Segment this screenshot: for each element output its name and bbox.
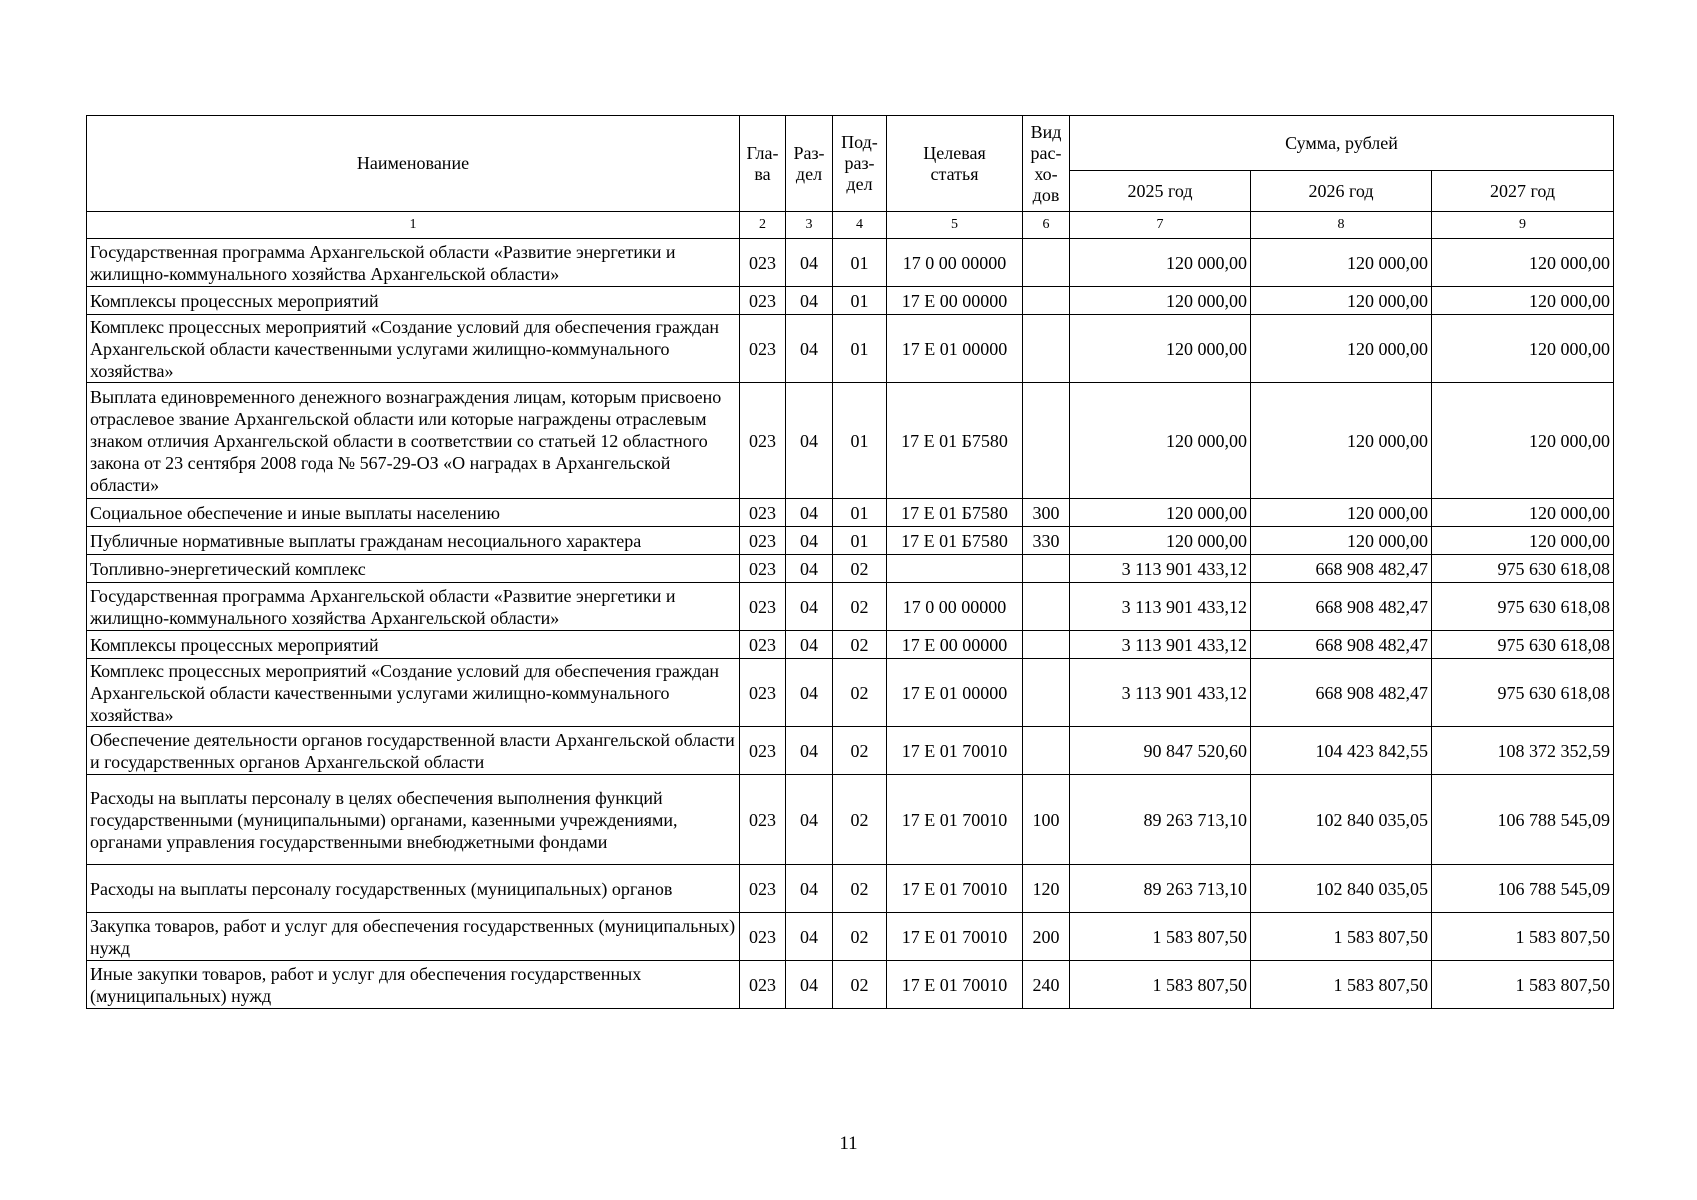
row-vid: 300 bbox=[1023, 499, 1070, 527]
row-razdel: 04 bbox=[786, 555, 833, 583]
row-razdel: 04 bbox=[786, 239, 833, 287]
col-number: 3 bbox=[786, 212, 833, 239]
row-glava: 023 bbox=[740, 727, 786, 775]
row-celevaya: 17 Е 01 00000 bbox=[887, 659, 1023, 727]
row-podrazdel: 02 bbox=[833, 555, 887, 583]
row-amount-2027: 120 000,00 bbox=[1432, 383, 1614, 499]
row-razdel: 04 bbox=[786, 775, 833, 865]
row-celevaya: 17 0 00 00000 bbox=[887, 583, 1023, 631]
table-row bbox=[87, 555, 1614, 583]
row-name: Обеспечение деятельности органов государственной власти Архангельской области и государственных органов Архангельской области bbox=[87, 727, 740, 775]
row-amount-2026: 120 000,00 bbox=[1251, 527, 1432, 555]
row-amount-2025: 120 000,00 bbox=[1070, 239, 1251, 287]
header-razdel bbox=[786, 116, 833, 212]
row-podrazdel: 01 bbox=[833, 527, 887, 555]
row-podrazdel: 02 bbox=[833, 913, 887, 961]
header-vid-text: Вид рас- хо- дов bbox=[1030, 121, 1062, 205]
row-name: Иные закупки товаров, работ и услуг для обеспечения государственных (муниципальных) нужд bbox=[87, 961, 740, 1009]
row-podrazdel: 02 bbox=[833, 583, 887, 631]
header-row bbox=[87, 116, 1614, 171]
row-podrazdel: 02 bbox=[833, 961, 887, 1009]
row-razdel: 04 bbox=[786, 659, 833, 727]
header-2027 bbox=[1432, 171, 1614, 212]
row-amount-2025: 120 000,00 bbox=[1070, 383, 1251, 499]
row-amount-2027: 120 000,00 bbox=[1432, 315, 1614, 383]
row-razdel: 04 bbox=[786, 287, 833, 315]
header-2025-text: 2025 год bbox=[1127, 180, 1193, 201]
row-amount-2026: 668 908 482,47 bbox=[1251, 555, 1432, 583]
row-razdel: 04 bbox=[786, 499, 833, 527]
row-amount-2027: 120 000,00 bbox=[1432, 239, 1614, 287]
col-number: 4 bbox=[833, 212, 887, 239]
row-glava: 023 bbox=[740, 961, 786, 1009]
row-razdel: 04 bbox=[786, 383, 833, 499]
row-razdel: 04 bbox=[786, 961, 833, 1009]
row-amount-2027: 1 583 807,50 bbox=[1432, 913, 1614, 961]
row-glava: 023 bbox=[740, 499, 786, 527]
table-row bbox=[87, 315, 1614, 383]
row-celevaya: 17 Е 01 70010 bbox=[887, 727, 1023, 775]
row-celevaya: 17 0 00 00000 bbox=[887, 239, 1023, 287]
row-amount-2027: 1 583 807,50 bbox=[1432, 961, 1614, 1009]
row-celevaya: 17 Е 01 70010 bbox=[887, 913, 1023, 961]
row-razdel: 04 bbox=[786, 727, 833, 775]
table-row bbox=[87, 775, 1614, 865]
row-name: Социальное обеспечение и иные выплаты населению bbox=[87, 499, 740, 527]
row-name: Государственная программа Архангельской области «Развитие энергетики и жилищно-коммунального хозяйства Архангельской области» bbox=[87, 583, 740, 631]
col-number: 5 bbox=[887, 212, 1023, 239]
row-glava: 023 bbox=[740, 583, 786, 631]
row-podrazdel: 02 bbox=[833, 775, 887, 865]
row-vid bbox=[1023, 727, 1070, 775]
row-vid bbox=[1023, 631, 1070, 659]
row-amount-2026: 120 000,00 bbox=[1251, 383, 1432, 499]
header-summa-text: Сумма, рублей bbox=[1285, 132, 1398, 153]
row-podrazdel: 02 bbox=[833, 631, 887, 659]
row-podrazdel: 01 bbox=[833, 287, 887, 315]
row-amount-2025: 89 263 713,10 bbox=[1070, 865, 1251, 913]
row-vid: 330 bbox=[1023, 527, 1070, 555]
header-2026-text: 2026 год bbox=[1308, 180, 1374, 201]
header-2025 bbox=[1070, 171, 1251, 212]
row-amount-2026: 668 908 482,47 bbox=[1251, 659, 1432, 727]
row-name: Комплексы процессных мероприятий bbox=[87, 287, 740, 315]
budget-table bbox=[86, 115, 1614, 1009]
row-amount-2025: 3 113 901 433,12 bbox=[1070, 583, 1251, 631]
header-name bbox=[87, 116, 740, 212]
row-name: Комплексы процессных мероприятий bbox=[87, 631, 740, 659]
col-number: 2 bbox=[740, 212, 786, 239]
row-vid bbox=[1023, 659, 1070, 727]
row-razdel: 04 bbox=[786, 865, 833, 913]
row-amount-2025: 90 847 520,60 bbox=[1070, 727, 1251, 775]
row-celevaya: 17 Е 01 Б7580 bbox=[887, 499, 1023, 527]
row-amount-2027: 120 000,00 bbox=[1432, 527, 1614, 555]
row-vid bbox=[1023, 383, 1070, 499]
row-celevaya: 17 Е 01 70010 bbox=[887, 865, 1023, 913]
table-row bbox=[87, 527, 1614, 555]
row-celevaya: 17 Е 00 00000 bbox=[887, 631, 1023, 659]
row-amount-2026: 668 908 482,47 bbox=[1251, 583, 1432, 631]
row-amount-2025: 1 583 807,50 bbox=[1070, 913, 1251, 961]
row-glava: 023 bbox=[740, 239, 786, 287]
row-amount-2026: 120 000,00 bbox=[1251, 239, 1432, 287]
row-glava: 023 bbox=[740, 631, 786, 659]
header-podrazdel-text: Под- раз- дел bbox=[841, 132, 878, 194]
row-amount-2025: 120 000,00 bbox=[1070, 287, 1251, 315]
row-glava: 023 bbox=[740, 775, 786, 865]
row-vid: 240 bbox=[1023, 961, 1070, 1009]
header-razdel-text: Раз- дел bbox=[793, 142, 825, 184]
col-number: 1 bbox=[87, 212, 740, 239]
row-amount-2027: 106 788 545,09 bbox=[1432, 865, 1614, 913]
table-row bbox=[87, 913, 1614, 961]
row-celevaya: 17 Е 01 Б7580 bbox=[887, 383, 1023, 499]
header-glava-text: Гла- ва bbox=[746, 142, 779, 184]
row-amount-2025: 3 113 901 433,12 bbox=[1070, 555, 1251, 583]
row-vid bbox=[1023, 583, 1070, 631]
row-podrazdel: 02 bbox=[833, 659, 887, 727]
row-amount-2027: 975 630 618,08 bbox=[1432, 659, 1614, 727]
row-amount-2027: 106 788 545,09 bbox=[1432, 775, 1614, 865]
row-amount-2027: 975 630 618,08 bbox=[1432, 631, 1614, 659]
row-amount-2025: 120 000,00 bbox=[1070, 499, 1251, 527]
table-body bbox=[87, 239, 1614, 1009]
row-celevaya: 17 Е 00 00000 bbox=[887, 287, 1023, 315]
row-glava: 023 bbox=[740, 555, 786, 583]
budget-page bbox=[86, 115, 1613, 1009]
table-row bbox=[87, 499, 1614, 527]
header-vid bbox=[1023, 116, 1070, 212]
page-number: 11 bbox=[839, 1133, 858, 1154]
row-celevaya: 17 Е 01 70010 bbox=[887, 961, 1023, 1009]
row-razdel: 04 bbox=[786, 913, 833, 961]
row-glava: 023 bbox=[740, 865, 786, 913]
col-number: 7 bbox=[1070, 212, 1251, 239]
row-podrazdel: 01 bbox=[833, 383, 887, 499]
row-vid: 120 bbox=[1023, 865, 1070, 913]
col-number: 8 bbox=[1251, 212, 1432, 239]
table-row bbox=[87, 961, 1614, 1009]
row-podrazdel: 02 bbox=[833, 865, 887, 913]
row-name: Расходы на выплаты персоналу государственных (муниципальных) органов bbox=[87, 865, 740, 913]
row-glava: 023 bbox=[740, 913, 786, 961]
row-vid: 100 bbox=[1023, 775, 1070, 865]
row-amount-2027: 975 630 618,08 bbox=[1432, 555, 1614, 583]
header-celevaya bbox=[887, 116, 1023, 212]
table-row bbox=[87, 727, 1614, 775]
row-name: Комплекс процессных мероприятий «Создание условий для обеспечения граждан Архангельской области качественными услугами жилищно-коммунального хозяйства» bbox=[87, 315, 740, 383]
row-vid: 200 bbox=[1023, 913, 1070, 961]
row-glava: 023 bbox=[740, 315, 786, 383]
header-celevaya-text: Целевая статья bbox=[923, 142, 986, 184]
table-row bbox=[87, 583, 1614, 631]
row-podrazdel: 01 bbox=[833, 499, 887, 527]
row-amount-2027: 975 630 618,08 bbox=[1432, 583, 1614, 631]
row-name: Выплата единовременного денежного вознаграждения лицам, которым присвоено отраслевое звание Архангельской области или которые награждены отраслевым знаком отличия Архангельской области в соответствии со статьей 12 областного закона от 23 сентября 2008 года № 567-29-ОЗ «О наградах в Архангельской области» bbox=[87, 383, 740, 499]
row-name: Государственная программа Архангельской области «Развитие энергетики и жилищно-коммунального хозяйства Архангельской области» bbox=[87, 239, 740, 287]
row-amount-2026: 1 583 807,50 bbox=[1251, 913, 1432, 961]
row-razdel: 04 bbox=[786, 631, 833, 659]
row-amount-2027: 108 372 352,59 bbox=[1432, 727, 1614, 775]
row-amount-2026: 668 908 482,47 bbox=[1251, 631, 1432, 659]
row-glava: 023 bbox=[740, 527, 786, 555]
row-celevaya: 17 Е 01 Б7580 bbox=[887, 527, 1023, 555]
row-razdel: 04 bbox=[786, 527, 833, 555]
row-amount-2027: 120 000,00 bbox=[1432, 499, 1614, 527]
row-vid bbox=[1023, 315, 1070, 383]
column-number-row bbox=[87, 212, 1614, 239]
row-amount-2026: 120 000,00 bbox=[1251, 287, 1432, 315]
row-glava: 023 bbox=[740, 659, 786, 727]
table-row bbox=[87, 383, 1614, 499]
col-number: 6 bbox=[1023, 212, 1070, 239]
row-vid bbox=[1023, 239, 1070, 287]
row-glava: 023 bbox=[740, 383, 786, 499]
row-amount-2026: 120 000,00 bbox=[1251, 499, 1432, 527]
row-glava: 023 bbox=[740, 287, 786, 315]
header-summa bbox=[1070, 116, 1614, 171]
row-name: Закупка товаров, работ и услуг для обеспечения государственных (муниципальных) нужд bbox=[87, 913, 740, 961]
table-row bbox=[87, 287, 1614, 315]
row-razdel: 04 bbox=[786, 583, 833, 631]
table-row bbox=[87, 631, 1614, 659]
row-podrazdel: 01 bbox=[833, 239, 887, 287]
row-amount-2025: 120 000,00 bbox=[1070, 315, 1251, 383]
row-vid bbox=[1023, 555, 1070, 583]
table-row bbox=[87, 865, 1614, 913]
row-name: Расходы на выплаты персоналу в целях обеспечения выполнения функций государственными (муниципальными) органами, казенными учреждениями, органами управления государственными внебюджетными фондами bbox=[87, 775, 740, 865]
row-amount-2025: 1 583 807,50 bbox=[1070, 961, 1251, 1009]
row-amount-2026: 120 000,00 bbox=[1251, 315, 1432, 383]
header-2026 bbox=[1251, 171, 1432, 212]
row-podrazdel: 01 bbox=[833, 315, 887, 383]
row-amount-2025: 3 113 901 433,12 bbox=[1070, 659, 1251, 727]
col-number: 9 bbox=[1432, 212, 1614, 239]
row-celevaya: 17 Е 01 70010 bbox=[887, 775, 1023, 865]
row-amount-2026: 102 840 035,05 bbox=[1251, 865, 1432, 913]
header-podrazdel bbox=[833, 116, 887, 212]
row-vid bbox=[1023, 287, 1070, 315]
header-glava bbox=[740, 116, 786, 212]
header-name-text: Наименование bbox=[356, 153, 470, 173]
table-row bbox=[87, 659, 1614, 727]
row-name: Комплекс процессных мероприятий «Создание условий для обеспечения граждан Архангельской области качественными услугами жилищно-коммунального хозяйства» bbox=[87, 659, 740, 727]
row-amount-2025: 89 263 713,10 bbox=[1070, 775, 1251, 865]
row-amount-2025: 120 000,00 bbox=[1070, 527, 1251, 555]
row-podrazdel: 02 bbox=[833, 727, 887, 775]
row-name: Топливно-энергетический комплекс bbox=[87, 555, 740, 583]
table-row bbox=[87, 239, 1614, 287]
row-celevaya: 17 Е 01 00000 bbox=[887, 315, 1023, 383]
header-2027-text: 2027 год bbox=[1489, 180, 1556, 201]
row-amount-2027: 120 000,00 bbox=[1432, 287, 1614, 315]
row-razdel: 04 bbox=[786, 315, 833, 383]
row-amount-2026: 104 423 842,55 bbox=[1251, 727, 1432, 775]
row-name: Публичные нормативные выплаты гражданам несоциального характера bbox=[87, 527, 740, 555]
row-amount-2026: 102 840 035,05 bbox=[1251, 775, 1432, 865]
row-amount-2026: 1 583 807,50 bbox=[1251, 961, 1432, 1009]
row-celevaya bbox=[887, 555, 1023, 583]
row-amount-2025: 3 113 901 433,12 bbox=[1070, 631, 1251, 659]
